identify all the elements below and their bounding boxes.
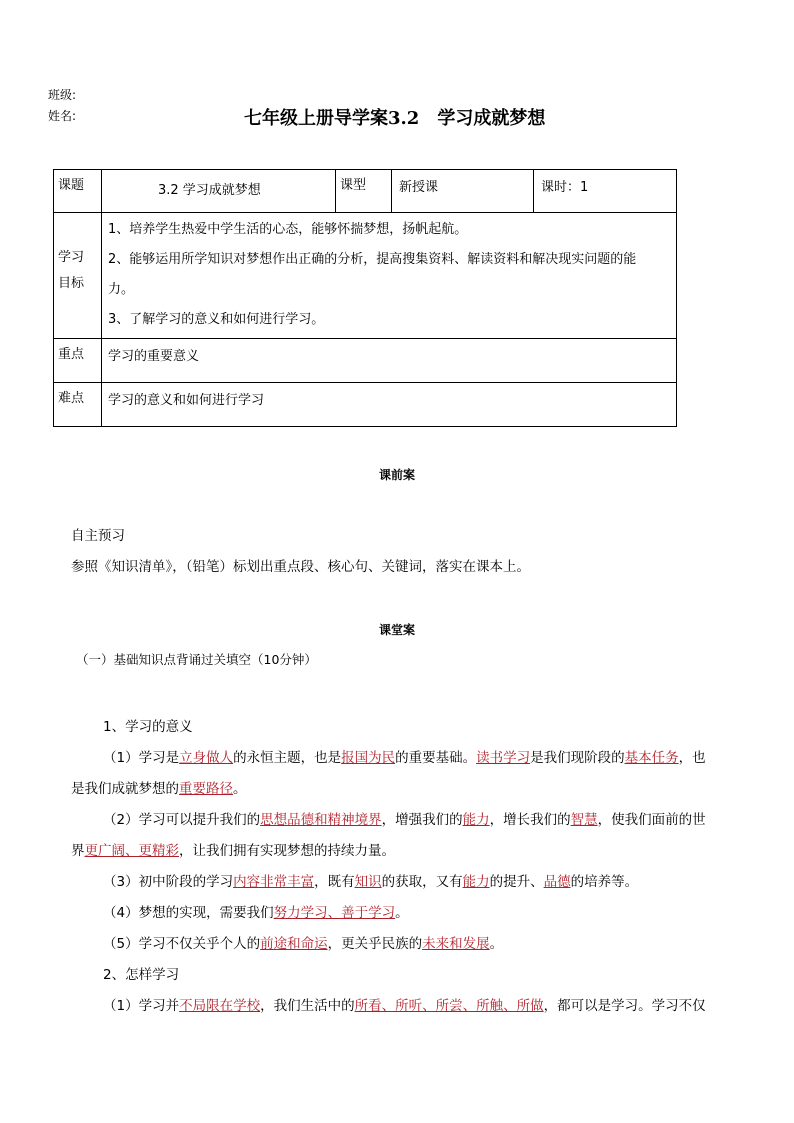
text-segment: 的培养等。 [570,874,639,890]
hours-value: 课时：1 [534,170,677,213]
answer-blank: 不局限在学校 [179,998,261,1014]
goals-cell [102,213,677,339]
text-segment: （4）梦想的实现，需要我们 [103,905,274,921]
answer-blank: 未来和发展 [422,936,490,952]
text-segment: 的永恒主题，也是 [233,750,342,766]
inclass-part: （一）基础知识点背诵过关填空（10分钟） [76,652,317,667]
goals-label [54,213,102,339]
page-title: 七年级上册导学案3.2 学习成就梦想 [244,108,546,129]
answer-blank: 基本任务 [624,750,679,766]
goal-item: 1、培养学生热爱中学生活的心态，能够怀揣梦想，扬帆起航。 [108,222,468,237]
goal-item: 2、能够运用所学知识对梦想作出正确的分析，提高搜集资料、解读资料和解决现实问题的能 [108,252,637,267]
text-segment: （5）学习不仅关乎个人的 [103,936,261,952]
answer-blank: 能力 [462,874,490,890]
answer-blank: 思想品德和精神境界 [260,812,382,828]
text-segment: （2）学习可以提升我们的 [103,812,261,828]
lesson-info-table [53,169,677,427]
section-how: 2、怎样学习 [103,967,180,983]
text-segment: ，增强我们的 [381,812,463,828]
answer-blank: 重要路径 [179,781,233,797]
text-segment: ，也 [678,750,706,766]
answer-blank: 前途和命运 [260,936,328,952]
key-label: 重点 [54,339,102,383]
text-segment: ，使我们面前的世 [597,812,706,828]
inclass-heading: 课堂案 [378,623,415,637]
answer-blank: 报国为民 [341,750,396,766]
goal-item: 力。 [108,282,135,297]
goals-label-line: 学习 [58,250,85,265]
preclass-heading: 课前案 [378,468,415,482]
text-segment: ，让我们拥有实现梦想的持续力量。 [179,843,395,859]
text-segment: 的提升、 [489,874,544,890]
text-segment: ，增长我们的 [489,812,571,828]
text-segment: 界 [71,843,85,859]
text-segment: （1）学习并 [103,998,180,1014]
difficult-label: 难点 [54,383,102,427]
answer-blank: 读书学习 [476,750,531,766]
text-segment: 。 [233,781,247,797]
text-segment: ，都可以是学习。学习不仅 [543,998,706,1014]
answer-blank: 智慧 [570,812,598,828]
text-segment: 是我们现阶段的 [530,750,625,766]
text-segment: 的重要基础。 [395,750,477,766]
preclass-sub: 自主预习 [71,528,125,544]
answer-blank: 内容非常丰富 [233,874,315,890]
answer-blank: 立身做人 [179,750,234,766]
answer-blank: 更广阔、更精彩 [84,843,179,859]
para [103,867,638,898]
type-label: 课型 [336,170,392,213]
text-segment: （1）学习是 [103,750,180,766]
text-segment: 。 [489,936,504,952]
text-segment: 。 [395,905,409,921]
answer-blank: 所看、所听、所尝、所触、所做 [354,998,544,1014]
topic-label: 课题 [54,170,102,213]
name-label: 姓名: [48,109,77,123]
class-label: 班级: [48,88,77,102]
answer-blank: 知识 [354,874,382,890]
para [103,898,409,929]
answer-blank: 努力学习、善于学习 [273,905,396,921]
text-segment: 是我们成就梦想的 [71,781,179,797]
preclass-text: 参照《知识清单》，（铅笔）标划出重点段、核心句、关键词，落实在课本上。 [71,559,530,575]
section-meaning: 1、学习的意义 [103,719,193,735]
text-segment: ，既有 [314,874,355,890]
para [103,929,503,960]
goal-item: 3、了解学习的意义和如何进行学习。 [108,312,325,327]
type-value: 新授课 [392,170,534,213]
para [103,991,706,1022]
para [103,805,706,836]
text-segment: 的获取，又有 [381,874,463,890]
text-segment: （3）初中阶段的学习 [103,874,234,890]
key-value: 学习的重要意义 [102,339,677,383]
goals-label-line: 目标 [58,276,85,291]
answer-blank: 能力 [462,812,490,828]
para [103,743,706,774]
topic-value: 3.2 学习成就梦想 [102,170,336,213]
para [71,836,395,867]
para [71,774,247,805]
difficult-value: 学习的意义和如何进行学习 [102,383,677,427]
text-segment: ，我们生活中的 [260,998,355,1014]
text-segment: ，更关乎民族的 [327,936,423,952]
answer-blank: 品德 [543,874,571,890]
